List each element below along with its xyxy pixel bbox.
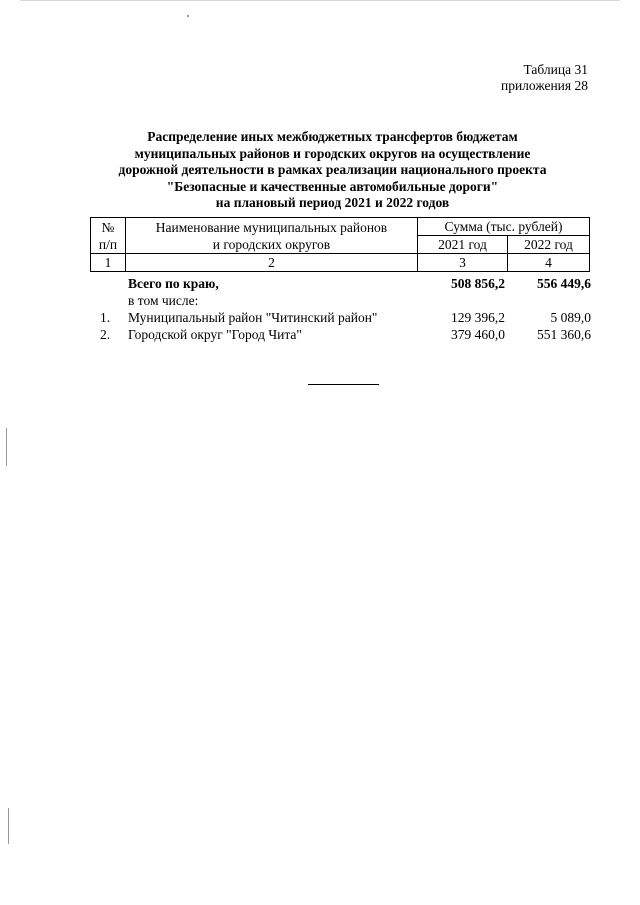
table-row-subheading <box>96 293 591 310</box>
table-reference <box>501 62 588 94</box>
table-row-total <box>96 276 591 293</box>
row-name: Муниципальный район "Читинский район" <box>128 310 378 325</box>
document-title <box>95 129 570 212</box>
row-name: Всего по краю, <box>128 276 219 291</box>
row-value-2021: 129 396,2 <box>451 310 505 325</box>
appendix-number: приложения 28 <box>500 78 588 93</box>
header-name-line: и городских округов <box>212 236 331 252</box>
title-line: Распределение иных межбюджетных трансфертов бюджетам <box>147 129 518 144</box>
row-value-2021: 508 856,2 <box>451 276 505 291</box>
title-line: на плановый период 2021 и 2022 годов <box>215 195 450 210</box>
scan-mark-left-lower <box>8 808 9 844</box>
row-number: 1. <box>100 310 111 325</box>
column-number-2: 2 <box>126 254 418 272</box>
header-year-2022: 2022 год <box>508 236 590 254</box>
scan-dot-top <box>187 15 189 17</box>
header-sum-cell: Сумма (тыс. рублей) <box>418 218 590 236</box>
header-number-sign: № <box>101 219 115 235</box>
header-name-line: Наименование муниципальных районов <box>155 219 388 235</box>
row-number: 2. <box>100 327 111 342</box>
column-number-1: 1 <box>91 254 126 272</box>
column-number-3: 3 <box>418 254 508 272</box>
row-value-2022: 551 360,6 <box>537 327 591 342</box>
page-top-edge <box>20 0 620 1</box>
table-number: Таблица 31 <box>523 62 588 77</box>
row-name: в том числе: <box>128 293 199 308</box>
header-number-abbr: п/п <box>98 236 118 252</box>
scan-mark-left <box>6 428 7 466</box>
title-line: "Безопасные и качественные автомобильные дороги" <box>166 178 499 194</box>
table-header-grid <box>90 217 590 272</box>
row-value-2022: 556 449,6 <box>537 276 591 291</box>
row-name: Городской округ "Город Чита" <box>128 327 302 342</box>
end-divider <box>308 384 379 385</box>
title-line: муниципальных районов и городских округов на осуществление <box>134 145 531 161</box>
table-row <box>96 310 591 327</box>
header-number-cell <box>91 218 126 254</box>
table-body <box>96 276 591 344</box>
table-row <box>96 327 591 344</box>
column-number-4: 4 <box>508 254 590 272</box>
title-line: дорожной деятельности в рамках реализации национального проекта <box>118 162 547 177</box>
row-value-2021: 379 460,0 <box>451 327 505 342</box>
header-name-cell <box>126 218 418 254</box>
row-value-2022: 5 089,0 <box>550 310 591 325</box>
header-year-2021: 2021 год <box>418 236 508 254</box>
